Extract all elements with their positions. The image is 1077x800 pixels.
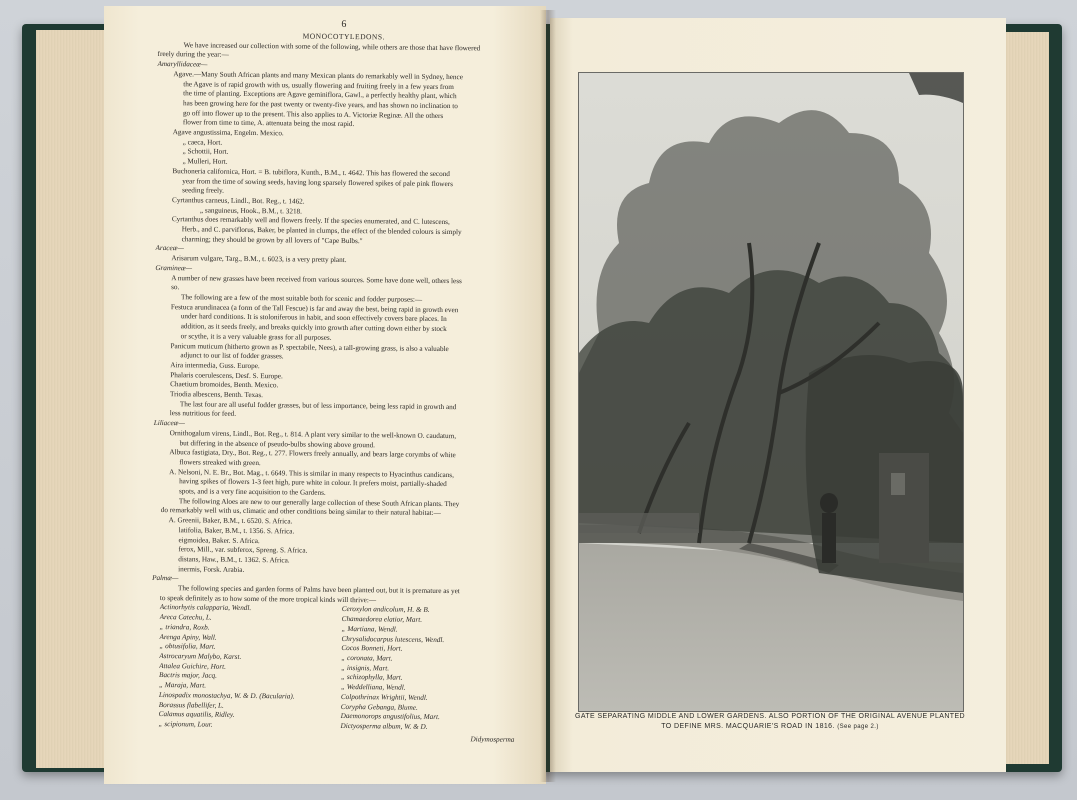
text-line: Chaetium bromoides, Benth. Mexico. (170, 380, 279, 390)
text-line: Arisarum vulgare, Targ., B.M., t. 6023, is a very pretty plant. (171, 254, 347, 265)
palm-entry: Arenga Apiny, Wall. (159, 632, 217, 642)
palm-entry: Bactris major, Jacq. (159, 671, 218, 681)
garden-photograph (578, 72, 964, 712)
palm-entry: Actinorhytis calapparia, Wendl. (159, 603, 252, 613)
text-line: adjunct to our list of fodder grasses. (180, 351, 284, 361)
text-line: the Agave is of rapid growth with us, usually flowering and fruiting freely in a few years from (183, 79, 454, 91)
palm-entry: Daemonorops angustifolius, Mart. (340, 712, 440, 722)
palm-entry: „ obtusifolia, Mart. (159, 642, 216, 651)
text-line: latifolia, Baker, B.M., t. 1356. S. Africa. (178, 526, 295, 536)
text-line: so. (171, 283, 180, 292)
caption-line-1: GATE SEPARATING MIDDLE AND LOWER GARDENS. ALSO PORTION OF THE ORIGINAL AVENUE PLANTED (574, 713, 966, 720)
text-line: A. Greenii, Baker, B.M., t. 6520. S. Africa. (168, 516, 293, 526)
text-line: eigmoidea, Baker. S. Africa. (178, 535, 260, 545)
text-line: Cyrtanthus does remarkably well and flowers freely. If the species enumerated, and C. lutescens, (171, 215, 450, 227)
text-line: „ caeca, Hort. (182, 137, 223, 147)
section-heading: MONOCOTYLEDONS. (302, 31, 385, 42)
palm-entry: Corypha Gebanga, Blume. (340, 702, 418, 712)
family-title: Palmæ— (152, 574, 179, 583)
intro-line: We have increased our collection with some of the following, while others are those that have flowered (183, 40, 481, 53)
text-line: Agave angustissima, Engelm. Mexico. (172, 128, 284, 138)
text-line: do remarkably well with us, climatic and other conditions being similar to their natural habitat:— (160, 506, 441, 518)
book-gutter (540, 10, 556, 782)
palm-entry: „ schizophylla, Mart. (341, 673, 403, 683)
text-line: A. Nelsoni, N. E. Br., Bot. Mag., t. 6649. This is similar in many respects to Hyacinthus candicans, (169, 467, 454, 479)
family-title: Liliaceæ— (153, 419, 185, 428)
palm-entry: „ scipionum, Lour. (158, 719, 213, 729)
palm-entry: „ coronata, Mart. (341, 653, 393, 663)
text-line: Phalaris coerulescens, Desf. S. Europe. (170, 370, 283, 380)
palm-entry: „ Weddelliana, Wendl. (340, 683, 406, 692)
palm-entry: Borassus flabellifer, L. (158, 700, 224, 710)
text-line: Ornithogalum virens, Lindl., Bot. Reg., t. 814. A plant very similar to the well-known O. caudatum, (169, 428, 457, 440)
text-line: the time of planting. Exceptions are Agave geminiflora, Gawl., a perfectly healthy plant, which (183, 89, 457, 101)
left-page-edges (36, 30, 108, 768)
text-line: ferox, Mill., var. subferox, Spreng. S. Africa. (178, 545, 308, 555)
text-line: but differing in the absence of pseudo-bulbs showing above ground. (179, 438, 376, 449)
text-line: Cyrtanthus carneus, Lindl., Bot. Reg., t. 1462. (172, 196, 305, 206)
caption-page-ref: (See page 2.) (837, 724, 879, 730)
palm-list-left (159, 604, 342, 732)
family-title: Araceæ— (155, 244, 184, 253)
palm-entry: Astrocaryum Malybo, Karst. (159, 652, 242, 661)
photo-caption (574, 712, 966, 732)
family-title: Amaryllidaceæ— (157, 60, 208, 69)
text-line: seeding freely. (182, 186, 225, 195)
catchword: Didymosperma (470, 734, 515, 744)
left-page-text (150, 14, 530, 745)
palm-list-right (340, 605, 523, 733)
text-line: go off into flower up to the present. This also applies to A. Victoriæ Reginæ. All the others (182, 108, 444, 120)
palm-entry: Ceroxylon andicolum, H. & B. (341, 605, 430, 615)
right-page-edges (1003, 32, 1049, 764)
text-line: flower from time to time, A. attenuata being the most rapid. (182, 118, 355, 129)
text-line: Albuca fastigiata, Dry., Bot. Reg., t. 277. Flowers freely annually, and bears large corymbs of white (169, 448, 456, 460)
text-line: having spikes of flowers 1-3 feet high, pure white in colour. It prefers moist, partially-shaded (179, 477, 447, 489)
text-line: inermis, Forsk. Arabia. (178, 564, 245, 574)
family-title: Gramineæ— (155, 263, 193, 273)
palm-entry: Linospadix monostachya, W. & D. (Bacularia). (158, 690, 295, 701)
palm-entry: Colpothrinax Wrightii, Wendl. (340, 692, 428, 702)
text-line: Festuca arundinacea (a form of the Tall Fescue) is far and away the best, being rapid in growth even (170, 302, 459, 314)
text-line: flowers streaked with green. (179, 458, 261, 468)
text-line: charming; they should be grown by all lovers of "Cape Bulbs." (181, 235, 363, 245)
text-line: The following Aloes are new to our generally large collection of these South African plants. They (178, 496, 460, 508)
family-sections (152, 60, 530, 607)
text-line: spots, and is a very fine acquisition to the Gardens. (178, 487, 326, 497)
palm-entry: „ insignis, Mart. (341, 663, 390, 673)
text-line: Aira intermedia, Guss. Europe. (170, 361, 260, 370)
page-number: 6 (341, 18, 347, 30)
text-line: year from the time of sowing seeds, having long sparsely flowered spikes of pale pink flowers (182, 176, 453, 188)
text-line: Buchoneria californica, Hort. = B. tubiflora, Kunth., B.M., t. 4642. This has flowered the second (172, 167, 450, 178)
text-line: „ sanguineus, Hook., B.M., t. 3218. (199, 206, 303, 216)
palm-entry: Dictyosperma album, W. & D. (340, 721, 428, 731)
text-line: addition, as it seeds freely, and breaks quickly into growth after cutting down either by stock (180, 322, 447, 334)
text-line: distans, Haw., B.M., t. 1362. S. Africa. (178, 555, 290, 565)
text-line: Agave.—Many South African plants and many Mexican plants do remarkably well in Sydney, hence (173, 69, 463, 82)
caption-line-2-text: TO DEFINE MRS. MACQUARIE'S ROAD IN 1816. (661, 723, 835, 730)
text-line: Triodia albescens, Benth. Texas. (169, 390, 263, 400)
text-line: less nutritious for feed. (169, 409, 237, 419)
intro-line: freely during the year:— (157, 50, 229, 60)
text-line: has been growing here for the past twenty or twenty-five years, and has shown no inclination to (183, 99, 458, 111)
palm-entry: Attalea Guichire, Hort. (159, 661, 227, 671)
left-page (104, 6, 546, 784)
palm-entry: „ Maraja, Mart. (158, 681, 207, 690)
text-line: or scythe, it is a very valuable grass for all purposes. (180, 332, 332, 342)
text-line: The following are a few of the most suitable both for scenic and fodder purposes:— (180, 293, 423, 304)
text-line: „ Mulleri, Hort. (182, 157, 228, 166)
palm-entry: Chrysalidocarpus lutescens, Wendl. (341, 634, 445, 644)
palm-entry: Cocos Bonneti, Hort. (341, 644, 403, 653)
text-line: Herb., and C. parviflorus, Baker, be planted in clumps, the effect of the blended colours is simply (181, 225, 462, 237)
palm-entry: Calamus aquatilis, Ridley. (158, 710, 235, 720)
palm-list (151, 603, 524, 733)
palm-entry: „ Martiana, Wendl. (341, 624, 398, 634)
text-line: A number of new grasses have been received from various sources. Some have done well, others less (171, 273, 462, 285)
text-line: to speak definitely as to how some of the more tropical kinds will thrive:— (159, 593, 377, 605)
palm-entry: Areca Catechu, L. (159, 613, 212, 622)
caption-line-2 (574, 722, 966, 732)
text-line: under hard conditions. It is stoloniferous in habit, and soon effectively covers bare places. In (180, 312, 447, 324)
palm-entry: „ triandra, Roxb. (159, 622, 210, 632)
palm-entry: Chamaedorea elatior, Mart. (341, 615, 423, 624)
text-line: „ Schottii, Hort. (182, 147, 229, 157)
text-line: The last four are all useful fodder grasses, but of less importance, being less rapid in growth and (179, 399, 457, 411)
text-line: Panicum muticum (hitherto grown as P. spectabile, Nees), a tall-growing grass, is also a valuable (170, 341, 449, 353)
text-line: The following species and garden forms of Palms have been planted out, but it is premature as yet (177, 584, 460, 596)
